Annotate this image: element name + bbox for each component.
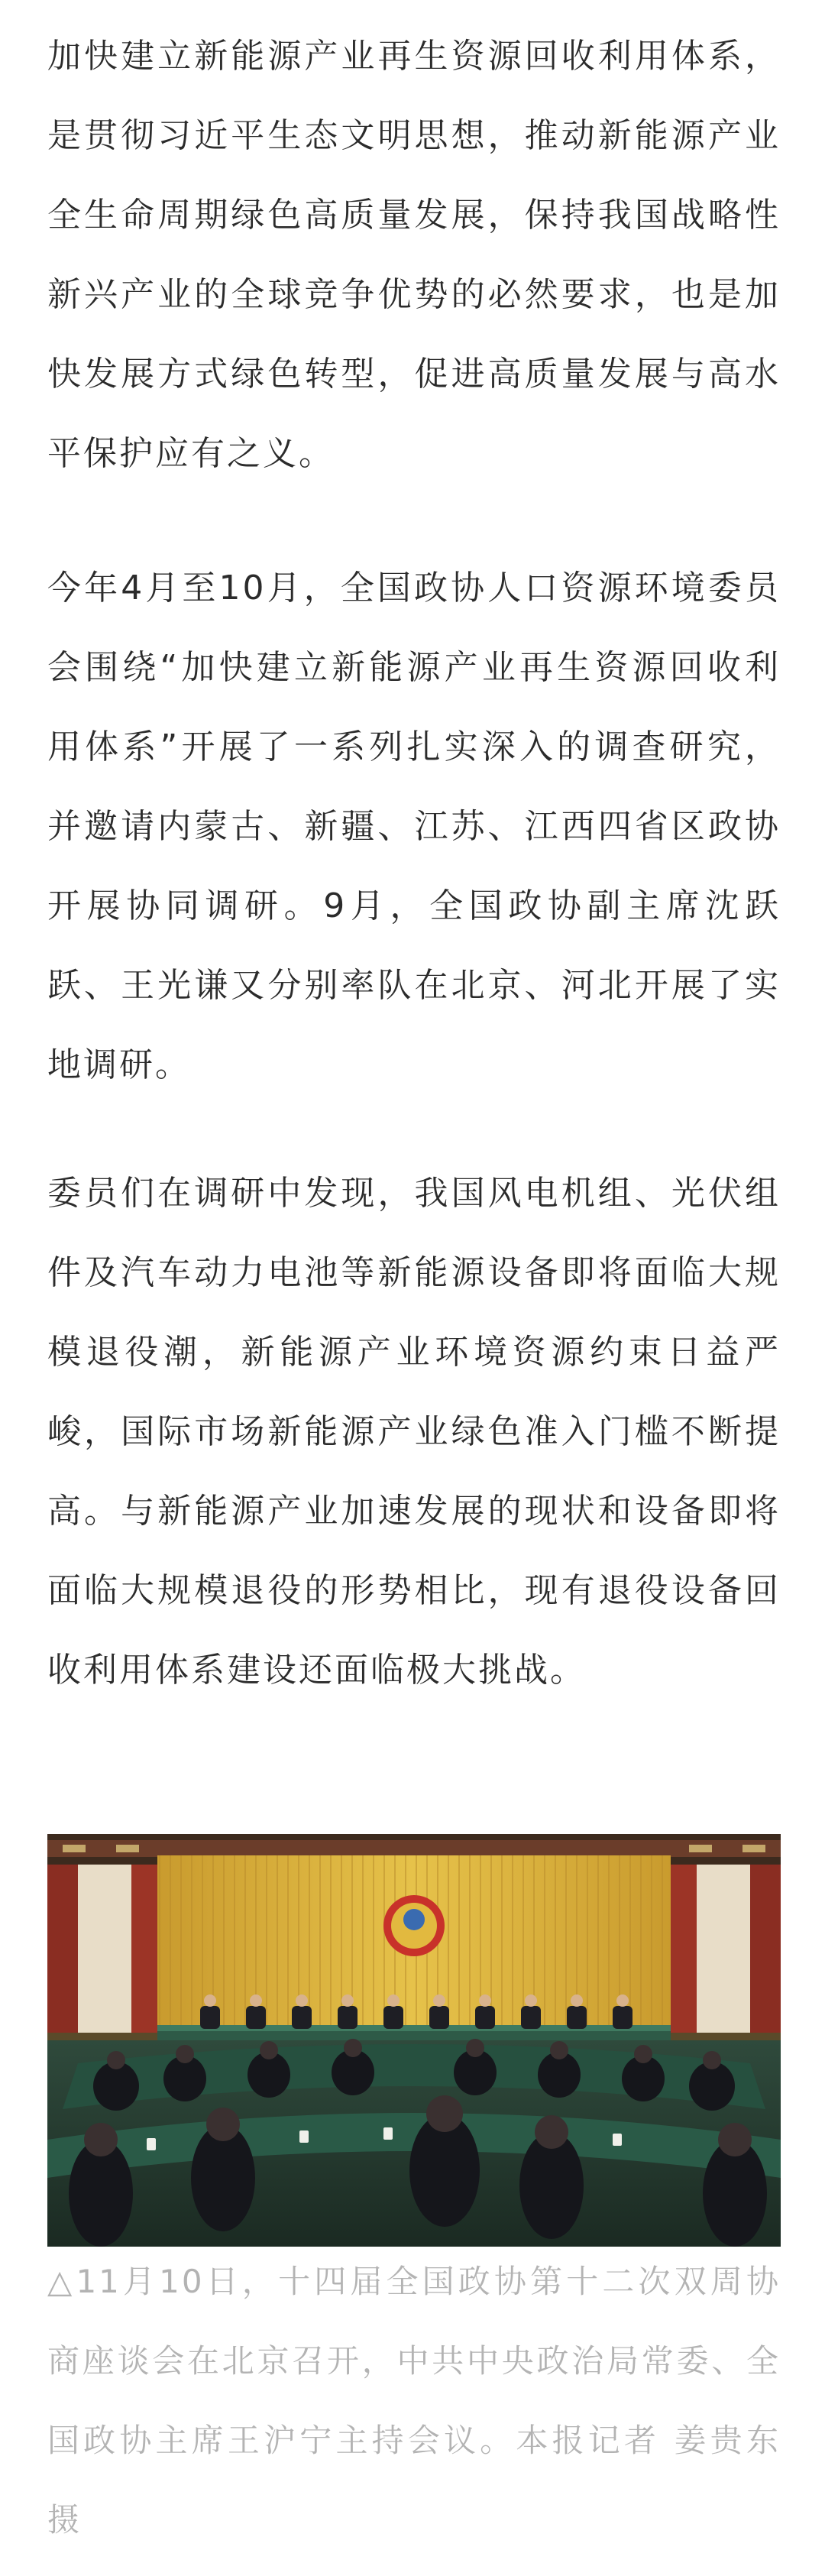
photo-caption: △11月10日，十四届全国政协第十二次双周协商座谈会在北京召开，中共中央政治局常委、全国政协主席王沪宁主持会议。本报记者 姜贵东 摄: [47, 2263, 781, 2539]
article-paragraph-3: 委员们在调研中发现，我国风电机组、光伏组件及汽车动力电池等新能源设备即将面临大规模退役潮，新能源产业环境资源约束日益严峻，国际市场新能源产业绿色准入门槛不断提高。与新能源产业加速发展的现状和设备即将面临大规模退役的形势相比，现有退役设备回收利用体系建设还面临极大挑战。: [47, 1174, 781, 1690]
article-paragraph-1: 加快建立新能源产业再生资源回收利用体系，是贯彻习近平生态文明思想，推动新能源产业全生命周期绿色高质量发展，保持我国战略性新兴产业的全球竞争优势的必然要求，也是加快发展方式绿色转型，促进高质量发展与高水平保护应有之义。: [47, 37, 781, 473]
meeting-hall-image: [47, 1834, 781, 2247]
meeting-photo[interactable]: [47, 1834, 781, 2247]
article-paragraph-2: 今年4月至10月，全国政协人口资源环境委员会围绕“加快建立新能源产业再生资源回收利用体系”开展了一系列扎实深入的调查研究，并邀请内蒙古、新疆、江苏、江西四省区政协开展协同调研。9月，全国政协副主席沈跃跃、王光谦又分别率队在北京、河北开展了实地调研。: [47, 569, 781, 1084]
